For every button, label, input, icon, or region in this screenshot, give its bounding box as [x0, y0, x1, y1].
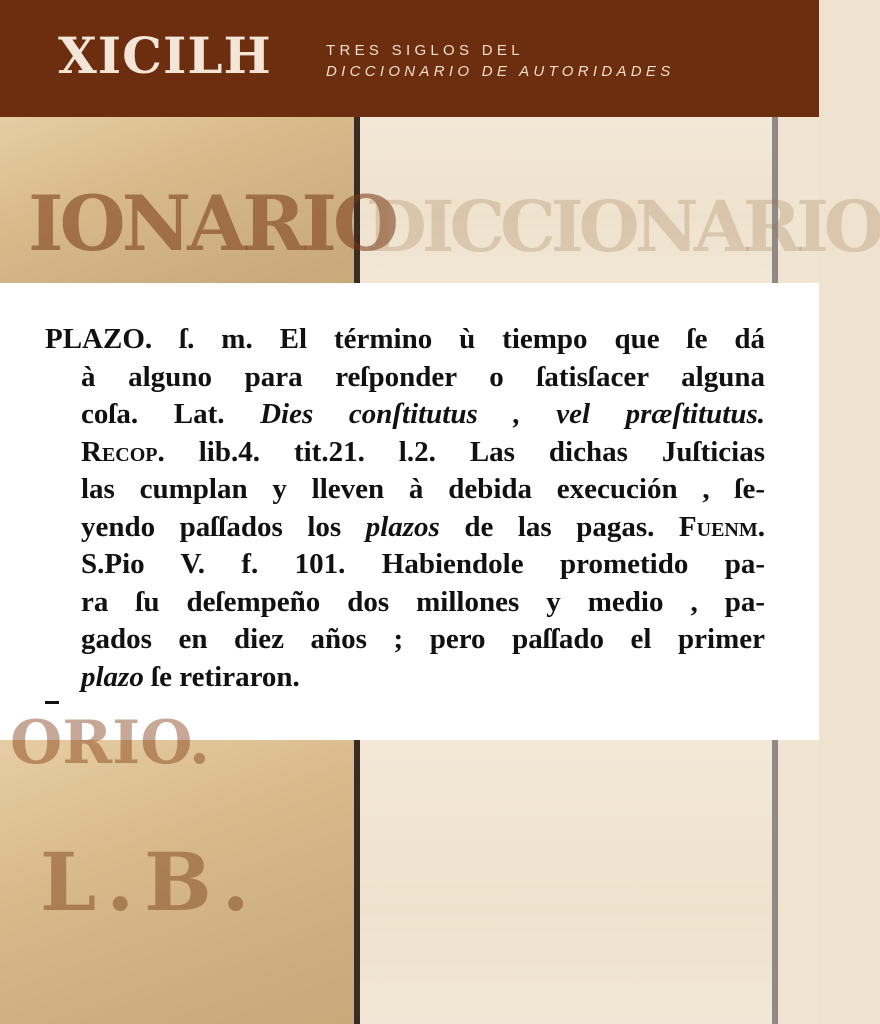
- entry-text: [45, 321, 765, 696]
- spine-middle: [360, 740, 772, 1024]
- dictionary-entry: [0, 283, 819, 740]
- entry-line: [45, 359, 765, 397]
- spine-lettering: DICCIONARIO: [366, 185, 880, 268]
- spine-lettering: ORIO.: [10, 708, 210, 778]
- entry-text-segment: ra ſu deſempeño dos millones y medio , pa-: [81, 585, 765, 618]
- entry-line: [45, 434, 765, 472]
- margin-mark: [45, 701, 59, 704]
- entry-text-segment: ſ. m. El término ù tiempo que ſe dá: [152, 323, 765, 355]
- entry-line: [45, 659, 765, 697]
- entry-line: [45, 509, 765, 547]
- entry-text-segment: las cumplan y lleven à debida execución , ſe-: [81, 473, 765, 505]
- entry-text-segment: lib.4. tit.21. l.2. Las dichas Juſticias: [164, 435, 765, 468]
- entry-line: [45, 584, 765, 622]
- headword: PLAZO.: [45, 323, 153, 355]
- entry-text-segment: Recop.: [81, 435, 165, 468]
- entry-line: [45, 621, 765, 659]
- spine-lettering: IONARIO: [28, 179, 396, 268]
- tagline-line-1: TRES SIGLOS DEL: [326, 42, 524, 59]
- entry-text-segment: plazo: [81, 660, 144, 693]
- entry-text-segment: yendo paſſados los: [81, 510, 366, 543]
- entry-text-segment: S.Pio V. f. 101. Habiendole prometido pa-: [81, 548, 765, 580]
- entry-text-segment: Dies conſtitutus , vel præſtitutus.: [260, 398, 765, 430]
- tagline: [326, 40, 675, 82]
- entry-line: [45, 396, 765, 434]
- header-banner: [0, 0, 819, 117]
- book-spines-photo-bottom: [0, 708, 819, 1024]
- entry-text-segment: coſa. Lat.: [81, 398, 261, 430]
- entry-text-segment: Fuenm.: [678, 510, 765, 543]
- entry-line: [45, 546, 765, 584]
- entry-text-segment: plazos: [365, 510, 440, 543]
- entry-text-segment: gados en diez años ; pero paſſado el primer: [81, 623, 765, 655]
- entry-line: [45, 321, 765, 359]
- entry-text-segment: de las pagas.: [439, 510, 679, 543]
- entry-line: [45, 471, 765, 509]
- book-spines-photo-top: [0, 117, 880, 283]
- entry-text-segment: à alguno para reſponder o ſatisſacer alguna: [81, 360, 765, 393]
- spine-right: [778, 740, 819, 1024]
- brand-logo: XICILH: [58, 26, 272, 85]
- spine-lettering: L.B.: [40, 835, 260, 929]
- tagline-line-2: DICCIONARIO DE AUTORIDADES: [326, 63, 675, 80]
- entry-text-segment: ſe retiraron.: [143, 660, 300, 693]
